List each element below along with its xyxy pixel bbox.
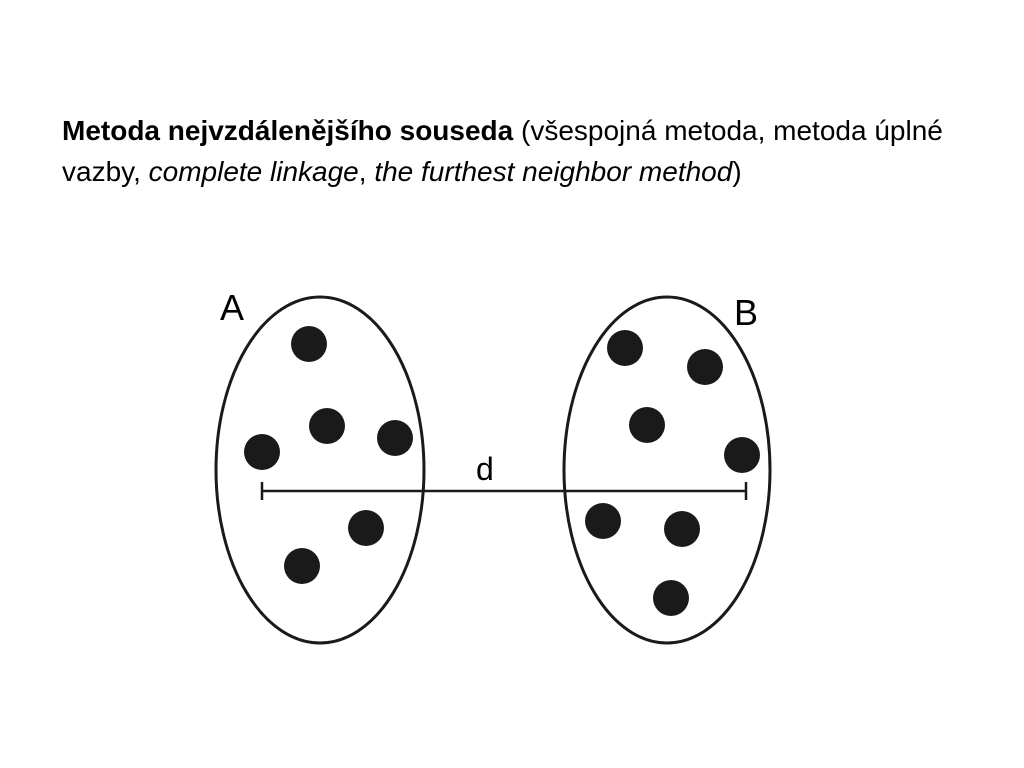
cluster-a-point [291, 326, 327, 362]
heading-text-2: , [358, 156, 375, 187]
method-title: Metoda nejvzdálenějšího souseda [62, 115, 514, 146]
heading-text-3: ) [732, 156, 742, 187]
cluster-b-point [664, 511, 700, 547]
distance-label: d [476, 451, 494, 487]
cluster-b-point [653, 580, 689, 616]
heading-text-1: (všespojná metoda, metoda úplné vazby, [62, 115, 943, 187]
cluster-a-point [309, 408, 345, 444]
cluster-a-point [284, 548, 320, 584]
cluster-a-point [244, 434, 280, 470]
cluster-b [564, 292, 770, 643]
distance-measure [262, 451, 746, 500]
cluster-a-label: A [220, 287, 245, 328]
cluster-b-point [585, 503, 621, 539]
cluster-b-point [687, 349, 723, 385]
cluster-b-point [724, 437, 760, 473]
cluster-a-point [377, 420, 413, 456]
heading-term-furthest-neighbor: the furthest neighbor method [374, 156, 733, 187]
cluster-b-label: B [734, 292, 759, 333]
heading-term-complete-linkage: complete linkage [148, 156, 359, 187]
cluster-b-point [629, 407, 665, 443]
cluster-a [216, 287, 424, 643]
cluster-b-point [607, 330, 643, 366]
cluster-a-point [348, 510, 384, 546]
